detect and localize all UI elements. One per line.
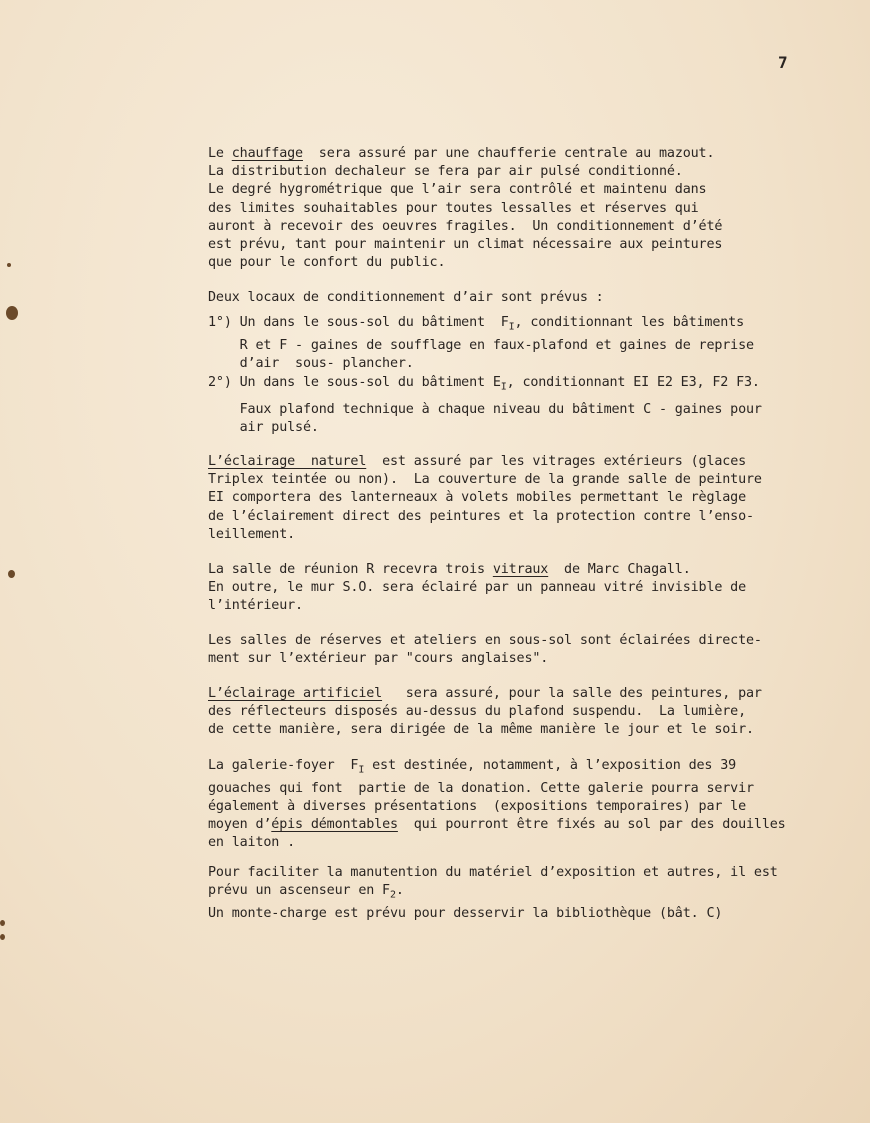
text-line: des limites souhaitables pour toutes lessalles et réserves qui xyxy=(208,200,699,216)
subscript: 2 xyxy=(389,889,396,901)
text-line: de cette manière, sera dirigée de la même manière le jour et le soir. xyxy=(208,722,754,738)
paper-spot xyxy=(0,920,5,926)
text: , conditionnant les bâtiments xyxy=(514,315,744,330)
text: prévu un ascenseur en F xyxy=(208,883,390,899)
text-line: En outre, le mur S.O. sera éclairé par un panneau vitré invisible de xyxy=(208,580,747,596)
text-line: Faux plafond technique à chaque niveau du bâtiment C - gaines pour xyxy=(208,402,762,417)
paragraph-heating xyxy=(208,145,858,272)
paper-spot xyxy=(6,306,18,320)
text-line: Les salles de réserves et ateliers en sous-sol sont éclairées directe- xyxy=(208,633,762,648)
text-line: auront à recevoir des oeuvres fragiles. Un conditionnement d’été xyxy=(208,218,723,234)
text-line: en laiton . xyxy=(208,835,296,851)
underlined-term: L’éclairage artificiel xyxy=(208,686,383,701)
text-line: Un monte-charge est prévu pour desservir la bibliothèque (bât. C) xyxy=(208,906,723,922)
paragraph-gallery xyxy=(208,757,858,853)
list-item-2-note xyxy=(208,401,858,437)
text: Le xyxy=(208,146,232,161)
text-line: gouaches qui font partie de la donation. Cette galerie pourra servir xyxy=(208,780,754,796)
text-line: Le degré hygrométrique que l’air sera contrôlé et maintenu dans xyxy=(208,182,707,198)
text-line: également à diverses présentations (expositions temporaires) par le xyxy=(208,799,747,815)
paper-spot xyxy=(8,570,15,578)
text: sera assuré, pour la salle des peintures, par xyxy=(382,686,762,701)
text: 1°) Un dans le sous-sol du bâtiment F xyxy=(208,315,509,330)
text: de Marc Chagall. xyxy=(548,562,691,577)
paragraph-natural-lighting xyxy=(208,453,858,544)
text-line: que pour le confort du public. xyxy=(208,255,446,271)
text-line: Triplex teintée ou non). La couverture de la grande salle de peinture xyxy=(208,472,762,488)
text: La galerie-foyer F xyxy=(208,758,359,773)
list-item-2 xyxy=(208,374,858,397)
text: qui pourront être fixés au sol par des douilles xyxy=(397,817,786,833)
text: est destinée, notamment, à l’exposition des 39 xyxy=(364,758,737,773)
text-line: d’air sous- plancher. xyxy=(208,356,414,372)
text-line: R et F - gaines de soufflage en faux-plafond et gaines de reprise xyxy=(208,337,754,353)
text-line: est prévu, tant pour maintenir un climat nécessaire aux peintures xyxy=(208,237,723,253)
paragraph-artificial-lighting xyxy=(208,685,858,740)
text: , conditionnant EI E2 E3, F2 F3. xyxy=(506,375,760,390)
text-line: La distribution dechaleur se fera par air pulsé conditionné. xyxy=(208,164,683,180)
text-line: leillement. xyxy=(208,526,296,542)
text: sera assuré par une chaufferie centrale au mazout. xyxy=(302,146,715,161)
underlined-term: chauffage xyxy=(231,146,303,161)
text: La salle de réunion R recevra trois xyxy=(208,562,493,577)
text-line: de l’éclairement direct des peintures et la protection contre l’enso- xyxy=(208,508,754,524)
text-line: l’intérieur. xyxy=(208,598,303,614)
paragraph-meeting-room xyxy=(208,561,858,616)
text-line: ment sur l’extérieur par "cours anglaises". xyxy=(208,651,549,667)
underlined-term: épis démontables xyxy=(271,817,398,833)
subscript: I xyxy=(508,321,515,333)
underlined-term: vitraux xyxy=(492,562,549,577)
text-line: Deux locaux de conditionnement d’air sont prévus : xyxy=(208,290,604,305)
page-number: 7 xyxy=(778,53,788,72)
paragraph-reserves xyxy=(208,632,858,668)
text: . xyxy=(395,883,404,899)
text-line: des réflecteurs disposés au-dessus du plafond suspendu. La lumière, xyxy=(208,704,747,720)
text: moyen d’ xyxy=(208,817,272,833)
text: 2°) Un dans le sous-sol du bâtiment E xyxy=(208,375,501,390)
text-line: Pour faciliter la manutention du matériel d’exposition et autres, il est xyxy=(208,865,778,880)
subscript: I xyxy=(500,381,507,393)
paragraph-elevator xyxy=(208,864,858,923)
paper-spot xyxy=(0,934,5,940)
underlined-term: L’éclairage naturel xyxy=(208,454,367,469)
subscript: I xyxy=(358,764,365,776)
paper-spot xyxy=(7,263,11,267)
paragraph-air-conditioning xyxy=(208,289,858,307)
text-line: air pulsé. xyxy=(208,420,319,436)
list-item-1 xyxy=(208,314,858,373)
text: est assuré par les vitrages extérieurs (glaces xyxy=(366,454,747,469)
text-line: EI comportera des lanterneaux à volets mobiles permettant le règlage xyxy=(208,490,747,506)
